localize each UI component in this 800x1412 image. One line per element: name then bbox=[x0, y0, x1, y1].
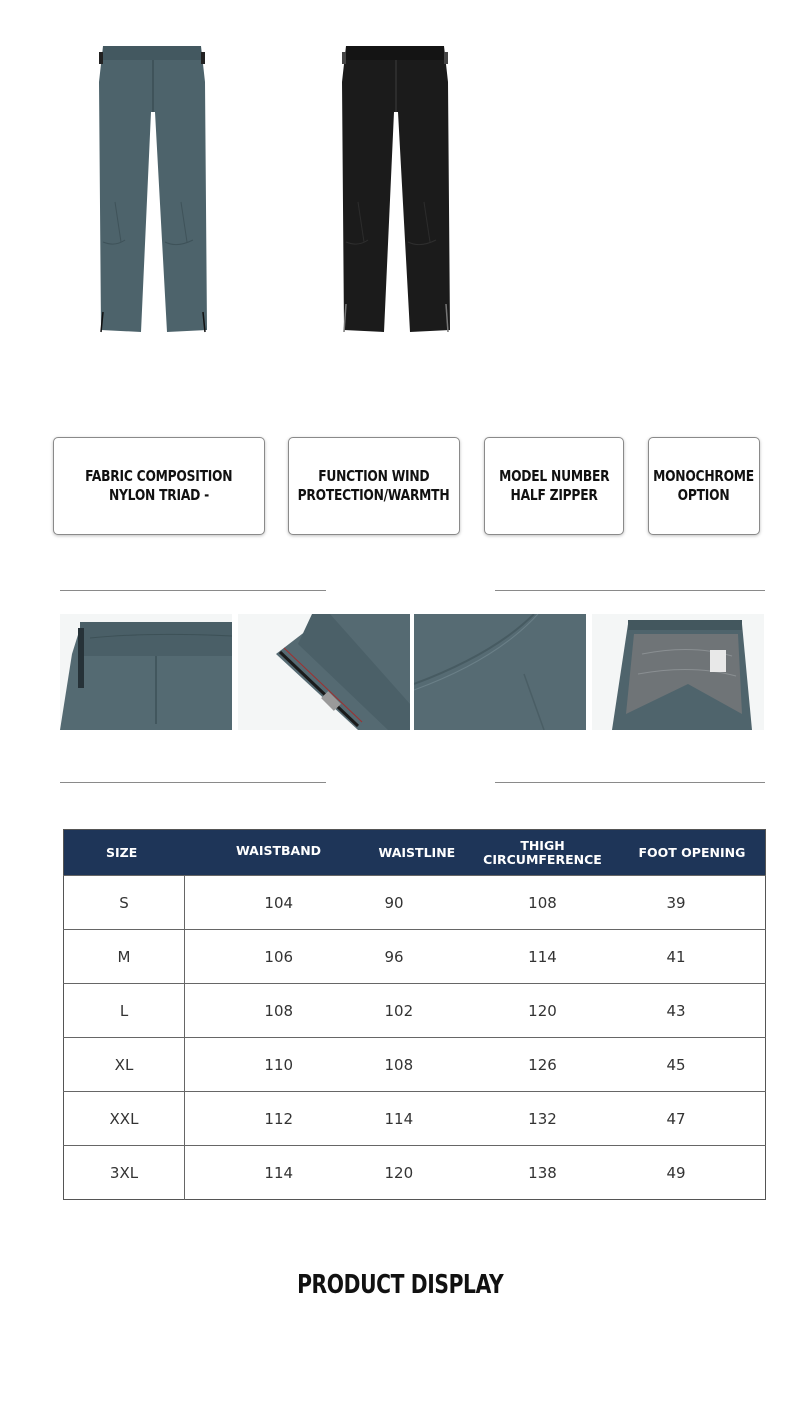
divider-line bbox=[495, 590, 765, 591]
feature-line: NYLON TRIAD - bbox=[108, 486, 209, 504]
cell-waistband: 108 bbox=[185, 984, 373, 1038]
feature-line: MODEL NUMBER bbox=[498, 467, 610, 485]
cell-waistband: 110 bbox=[185, 1038, 373, 1092]
cell-size: 3XL bbox=[64, 1146, 185, 1200]
table-row bbox=[64, 876, 766, 930]
cell-waistline: 120 bbox=[373, 1146, 449, 1200]
table-row bbox=[64, 1092, 766, 1146]
cell-size: L bbox=[64, 984, 185, 1038]
table-row bbox=[64, 930, 766, 984]
cell-thigh: 138 bbox=[449, 1146, 637, 1200]
cell-waistline: 114 bbox=[373, 1092, 449, 1146]
feature-model-number bbox=[484, 437, 624, 535]
header-foot-opening: FOOT OPENING bbox=[638, 844, 746, 860]
cell-size: M bbox=[64, 930, 185, 984]
cell-foot: 39 bbox=[637, 876, 766, 930]
cell-size: XXL bbox=[64, 1092, 185, 1146]
cell-thigh: 126 bbox=[449, 1038, 637, 1092]
cell-size: XL bbox=[64, 1038, 185, 1092]
cell-thigh: 114 bbox=[449, 930, 637, 984]
cell-waistline: 96 bbox=[373, 930, 449, 984]
feature-line: MONOCHROME bbox=[653, 467, 755, 485]
table-row bbox=[64, 1038, 766, 1092]
cell-waistline: 108 bbox=[373, 1038, 449, 1092]
header-size: SIZE bbox=[106, 844, 138, 860]
divider-line bbox=[495, 782, 765, 783]
header-thigh-line2: CIRCUMFERENCE bbox=[483, 851, 602, 867]
header-thigh-line1: THIGH bbox=[520, 837, 565, 853]
cell-waistline: 102 bbox=[373, 984, 449, 1038]
size-chart-table bbox=[63, 829, 766, 1200]
detail-image-fabric bbox=[414, 614, 586, 730]
table-row bbox=[64, 984, 766, 1038]
table-row bbox=[64, 1146, 766, 1200]
cell-waistline: 90 bbox=[373, 876, 449, 930]
product-image-black bbox=[338, 42, 454, 338]
feature-function bbox=[288, 437, 460, 535]
feature-monochrome bbox=[648, 437, 760, 535]
cell-size: S bbox=[64, 876, 185, 930]
cell-thigh: 132 bbox=[449, 1092, 637, 1146]
cell-foot: 49 bbox=[637, 1146, 766, 1200]
cell-waistband: 112 bbox=[185, 1092, 373, 1146]
cell-foot: 41 bbox=[637, 930, 766, 984]
detail-image-waistband bbox=[60, 614, 232, 730]
feature-line: OPTION bbox=[678, 486, 730, 504]
cell-foot: 47 bbox=[637, 1092, 766, 1146]
section-title bbox=[0, 1270, 800, 1300]
detail-image-lining bbox=[592, 614, 764, 730]
header-thigh bbox=[449, 830, 637, 876]
cell-thigh: 120 bbox=[449, 984, 637, 1038]
feature-line: FABRIC COMPOSITION bbox=[85, 467, 233, 485]
feature-line: HALF ZIPPER bbox=[510, 486, 598, 504]
cell-foot: 45 bbox=[637, 1038, 766, 1092]
feature-fabric-composition bbox=[53, 437, 265, 535]
cell-foot: 43 bbox=[637, 984, 766, 1038]
feature-line: PROTECTION/WARMTH bbox=[298, 486, 450, 504]
cell-waistband: 104 bbox=[185, 876, 373, 930]
header-waistline: WAISTLINE bbox=[378, 844, 456, 860]
feature-line: FUNCTION WIND bbox=[318, 467, 430, 485]
divider-line bbox=[60, 782, 326, 783]
divider-line bbox=[60, 590, 326, 591]
product-image-teal bbox=[95, 42, 211, 338]
detail-image-zipper bbox=[238, 614, 410, 730]
header-waistband: WAISTBAND bbox=[235, 842, 322, 858]
section-title-text: PRODUCT DISPLAY bbox=[296, 1270, 504, 1300]
cell-thigh: 108 bbox=[449, 876, 637, 930]
cell-waistband: 114 bbox=[185, 1146, 373, 1200]
cell-waistband: 106 bbox=[185, 930, 373, 984]
table-header-row bbox=[64, 830, 766, 876]
